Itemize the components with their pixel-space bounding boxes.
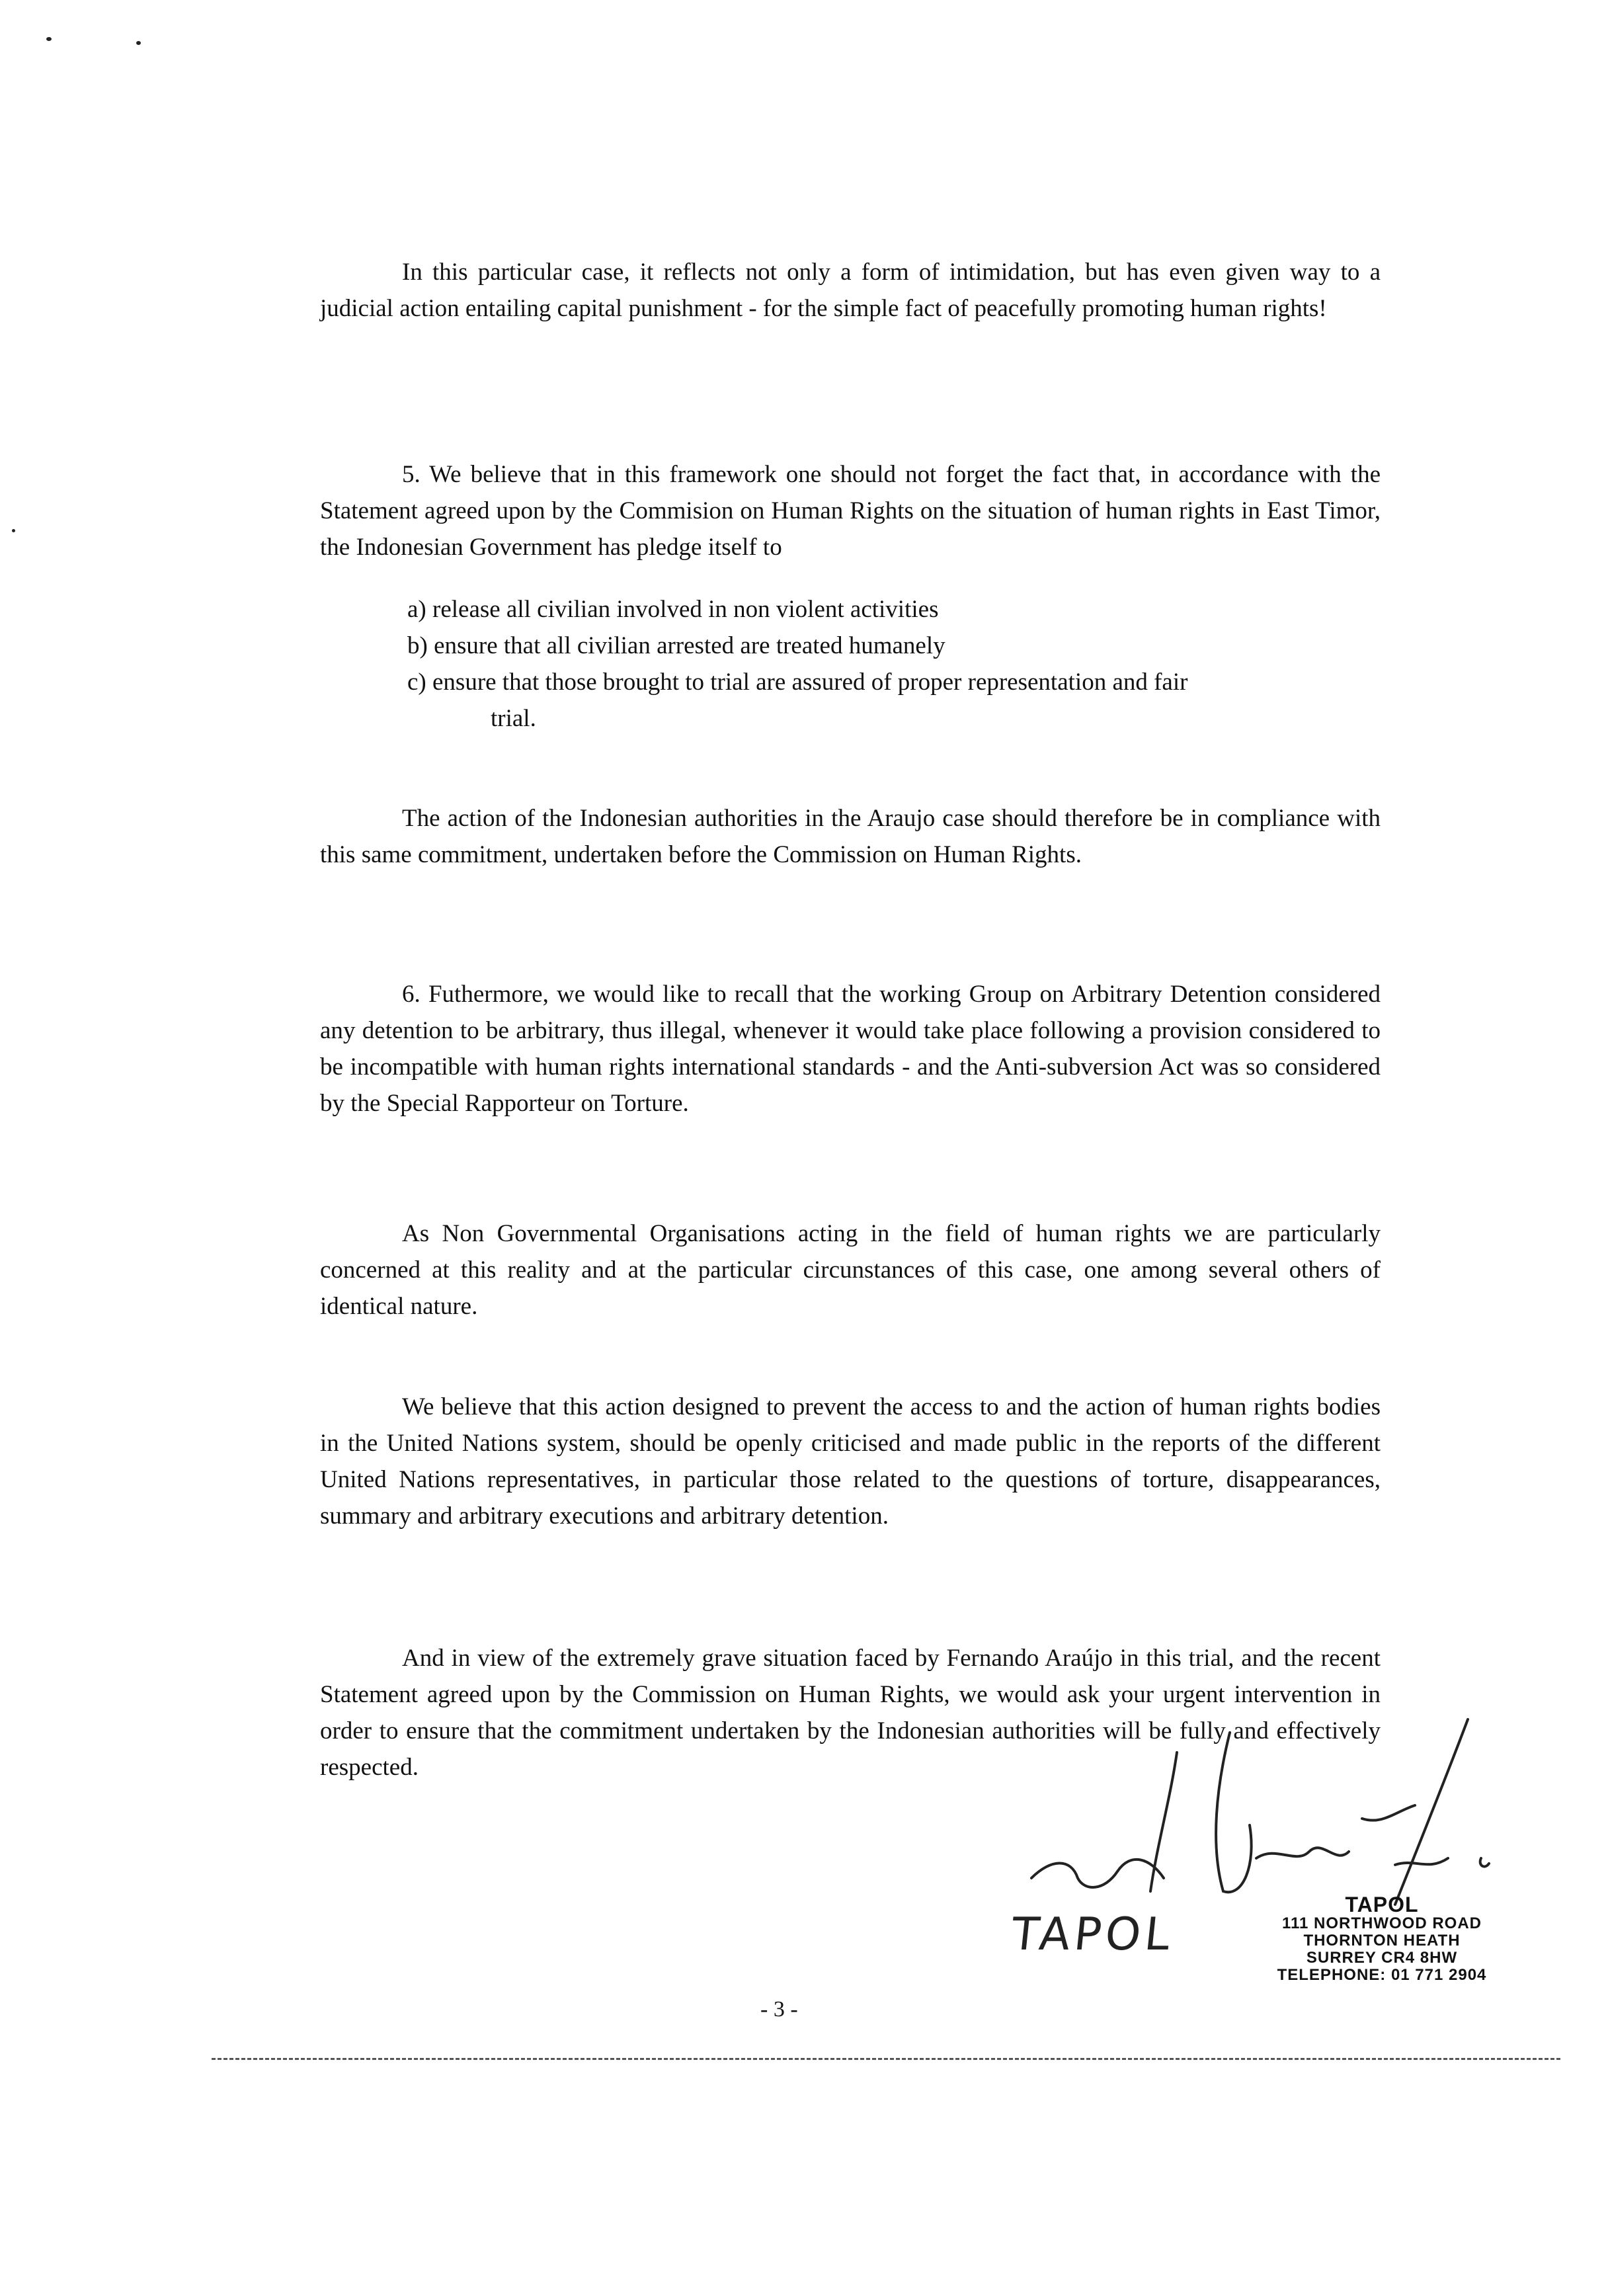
stamp-address-line-2: THORNTON HEATH — [1303, 1932, 1461, 1949]
scan-speck — [136, 41, 141, 45]
pledge-item-a: a) release all civilian involved in non violent activities — [407, 596, 939, 623]
paragraph-urgent-intervention: And in view of the extremely grave situation faced by Fernando Araújo in this trial, and the recent Statement agreed upon by the Commission on Human Rights, we would ask your urgent intervention in order to ensure that the commitment undertaken by the Indonesian authorities will be fully and effectively respected. — [320, 1645, 1381, 1781]
paragraph-ngo-concern: As Non Governmental Organisations acting in the field of human rights we are particularly concerned at this reality and at the particular circunstances of this case, one among several others of identical nature. — [320, 1220, 1381, 1320]
stamp-telephone: TELEPHONE: 01 771 2904 — [1277, 1966, 1487, 1984]
stamp-address-line-3: SURREY CR4 8HW — [1306, 1949, 1458, 1967]
paragraph-intimidation: In this particular case, it reflects not only a form of intimidation, but has even given way to a judicial action entailing capital punishment - for the simple fact of peacefully promoting human rights! — [320, 259, 1381, 322]
page-number: - 3 - — [760, 1997, 798, 2022]
scan-speck — [46, 37, 52, 41]
fax-tear-line — [212, 2058, 1560, 2060]
pledge-list — [407, 591, 1381, 737]
signature — [992, 1693, 1494, 1918]
stamp-address-line-1: 111 NORTHWOOD ROAD — [1281, 1914, 1482, 1932]
paragraph-6: 6. Futhermore, we would like to recall that the working Group on Arbitrary Detention considered any detention to be arbitrary, thus illegal, whenever it would take place following a provision considered to be incompatible with human rights international standards - and the Anti-subversion Act was so considered by the Special Rapporteur on Torture. — [320, 981, 1381, 1117]
paragraph-un-bodies: We believe that this action designed to prevent the access to and the action of human rights bodies in the United Nations system, should be openly criticised and made public in the reports of the different United Nations representatives, in particular those related to the questions of torture, disappearances, summary and arbitrary executions and arbitrary detention. — [320, 1393, 1381, 1530]
pledge-item-c: c) ensure that those brought to trial are assured of proper representation and fair — [407, 669, 1188, 696]
stamp-name: TAPOL — [1345, 1893, 1419, 1916]
paragraph-5: 5. We believe that in this framework one should not forget the fact that, in accordance with the Statement agreed upon by the Commision on Human Rights on the situation of human rights in East Timor, the Indonesian Government has pledge itself to — [320, 461, 1381, 561]
paragraph-araujo-case: The action of the Indonesian authorities in the Araujo case should therefore be in compliance with this same commitment, undertaken before the Commission on Human Rights. — [320, 805, 1381, 868]
pledge-item-c-continuation: trial. — [491, 705, 536, 732]
pledge-item-b: b) ensure that all civilian arrested are treated humanely — [407, 632, 945, 659]
handwritten-tapol: TAPOL — [1008, 1908, 1177, 1961]
scan-speck — [12, 529, 15, 532]
organization-stamp — [1230, 1894, 1534, 1984]
